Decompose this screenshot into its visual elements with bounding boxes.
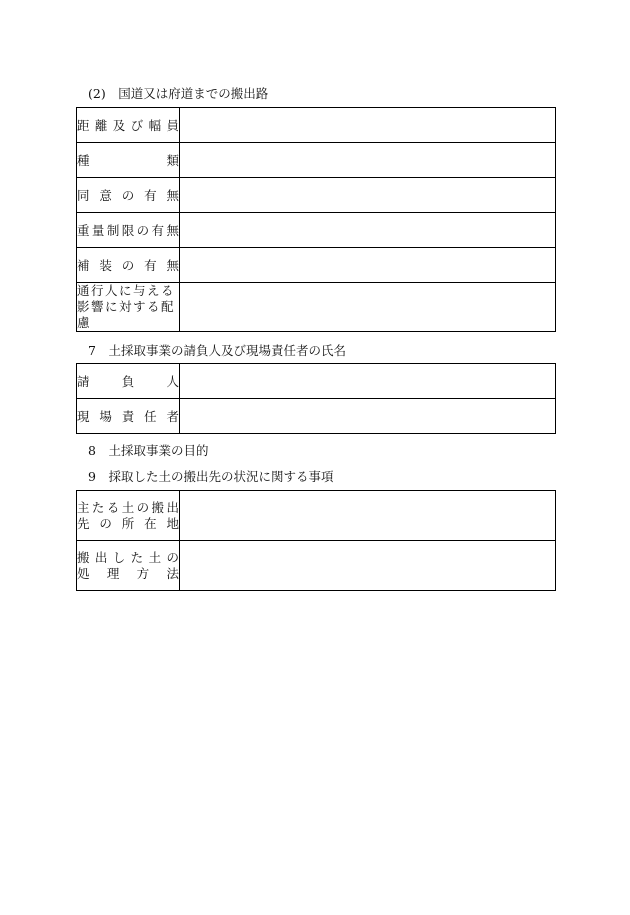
section-7-heading: 7 土採取事業の請負人及び現場責任者の氏名 — [88, 343, 346, 358]
table-row — [77, 541, 556, 591]
label-pedestrian: 通行人に与える影響に対する配慮 — [77, 283, 180, 332]
value-destination[interactable] — [180, 491, 556, 541]
table-row — [77, 399, 556, 434]
label-line: 先 の 所 在 地 — [77, 515, 179, 531]
label-line: 搬 出 し た 土 の — [77, 549, 179, 565]
table-row — [77, 143, 556, 178]
label-line: 処 理 方 法 — [77, 565, 179, 581]
label-pavement: 補 装 の 有 無 — [77, 248, 180, 283]
section-8-heading: 8 土採取事業の目的 — [88, 443, 209, 458]
value-type[interactable] — [180, 143, 556, 178]
label-contractor: 請 負 人 — [77, 364, 180, 399]
value-pavement[interactable] — [180, 248, 556, 283]
value-weight-limit[interactable] — [180, 213, 556, 248]
label-type: 種 類 — [77, 143, 180, 178]
value-consent[interactable] — [180, 178, 556, 213]
label-line: 主 た る 土 の 搬 出 — [77, 499, 179, 515]
road-table — [76, 107, 556, 332]
value-disposal[interactable] — [180, 541, 556, 591]
label-weight-limit: 重 量 制 限 の 有 無 — [77, 213, 180, 248]
label-disposal — [77, 541, 180, 591]
section-9-heading: 9 採取した土の搬出先の状況に関する事項 — [88, 469, 334, 484]
label-distance-width: 距 離 及 び 幅 員 — [77, 108, 180, 143]
table-row — [77, 491, 556, 541]
table-row — [77, 364, 556, 399]
label-consent: 同 意 の 有 無 — [77, 178, 180, 213]
contractor-table — [76, 363, 556, 434]
table-row — [77, 248, 556, 283]
label-destination — [77, 491, 180, 541]
value-site-manager[interactable] — [180, 399, 556, 434]
table-row — [77, 213, 556, 248]
label-site-manager: 現 場 責 任 者 — [77, 399, 180, 434]
destination-table — [76, 490, 556, 591]
value-distance-width[interactable] — [180, 108, 556, 143]
table-row — [77, 283, 556, 332]
table-row — [77, 178, 556, 213]
value-contractor[interactable] — [180, 364, 556, 399]
value-pedestrian[interactable] — [180, 283, 556, 332]
section-road-heading: (2) 国道又は府道までの搬出路 — [88, 86, 269, 101]
table-row — [77, 108, 556, 143]
